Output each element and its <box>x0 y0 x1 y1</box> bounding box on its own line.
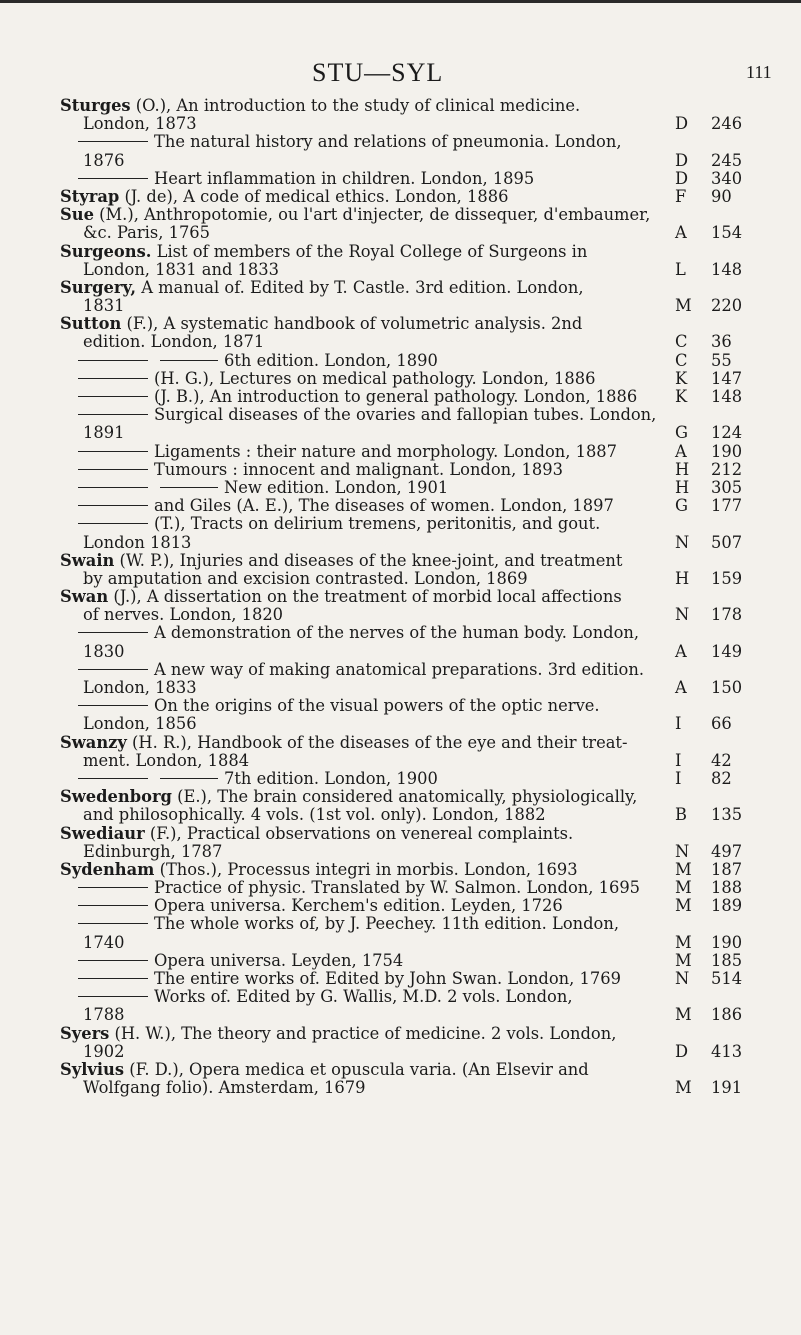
entry-line: Sue (M.), Anthropotomie, ou l'art d'injecter, de dissequer, d'embaumer, <box>60 205 651 225</box>
bibliography-entry <box>60 315 800 351</box>
shelf-class: K <box>675 368 688 388</box>
entry-headword: Sue <box>60 205 94 225</box>
entry-line: Swan (J.), A dissertation on the treatment of morbid local affections <box>60 587 622 607</box>
shelf-class: I <box>675 714 682 734</box>
ditto-rule <box>78 487 148 488</box>
shelf-class: F <box>675 186 687 206</box>
entry-line: A demonstration of the nerves of the human body. London, <box>60 624 639 642</box>
shelf-number: 185 <box>711 950 743 970</box>
shelf-number: 189 <box>711 896 743 916</box>
bibliography-entry <box>60 770 800 788</box>
shelf-class: M <box>675 950 692 970</box>
shelf-class: G <box>675 423 689 443</box>
entry-line: Heart inflammation in children. London, 1895 <box>60 170 534 188</box>
shelf-class: N <box>675 532 690 552</box>
bibliography-entry <box>60 1025 800 1061</box>
entry-line: Surgical diseases of the ovaries and fallopian tubes. London, <box>60 406 656 424</box>
shelf-number: 507 <box>711 532 743 552</box>
bibliography-entry <box>60 1061 800 1097</box>
shelf-class: A <box>675 678 687 697</box>
shelf-number: 187 <box>711 859 743 879</box>
entry-line: Sutton (F.), A systematic handbook of volumetric analysis. 2nd <box>60 314 583 334</box>
shelf-number: 177 <box>711 496 743 516</box>
bibliography-entry <box>60 497 800 515</box>
shelf-number: 246 <box>711 114 743 134</box>
ditto-rule <box>78 141 148 142</box>
entry-line: (J. B.), An introduction to general pathology. London, 1886 <box>60 388 637 406</box>
bibliography-entry <box>60 661 800 697</box>
page-number: 111 <box>746 62 772 82</box>
entry-line: Swanzy (H. R.), Handbook of the diseases of the eye and their treat- <box>60 732 628 752</box>
shelf-number: 413 <box>711 1041 743 1061</box>
entry-headword: Swedenborg <box>60 787 172 807</box>
entry-line: London, 1856 <box>83 714 197 734</box>
shelf-number: 147 <box>711 368 743 388</box>
entry-line: London, 1873 <box>83 114 197 134</box>
shelf-class: A <box>675 441 687 461</box>
entry-line: Opera universa. Kerchem's edition. Leyden, 1726 <box>60 897 563 915</box>
bibliography-entry <box>60 788 800 824</box>
shelf-class: G <box>675 496 689 516</box>
shelf-class: B <box>675 805 687 825</box>
entry-line: Swain (W. P.), Injuries and diseases of the knee-joint, and treatment <box>60 550 623 570</box>
ditto-rule <box>78 505 148 506</box>
bibliography-entry <box>60 588 800 624</box>
entry-line: of nerves. London, 1820 <box>83 605 284 625</box>
shelf-class: M <box>675 878 692 898</box>
ditto-rule <box>78 523 148 524</box>
entry-line: 1902 <box>83 1041 125 1061</box>
shelf-number: 42 <box>711 750 732 770</box>
shelf-class: H <box>675 568 690 588</box>
shelf-class: I <box>675 768 682 788</box>
shelf-class: N <box>675 969 690 988</box>
bibliography-entry <box>60 206 800 242</box>
shelf-number: 66 <box>711 714 732 734</box>
shelf-number: 148 <box>711 387 743 406</box>
shelf-class: M <box>675 1005 692 1025</box>
shelf-number: 245 <box>711 150 743 170</box>
bibliography-entry <box>60 897 800 915</box>
ditto-rule <box>160 360 218 361</box>
bibliography-entry <box>60 279 800 315</box>
bibliography-entry <box>60 915 800 951</box>
shelf-number: 149 <box>711 641 743 661</box>
bibliography-entry <box>60 443 800 461</box>
bibliography-entry <box>60 479 800 497</box>
ditto-rule <box>78 960 148 961</box>
bibliography-list <box>60 97 800 1097</box>
entry-line: ment. London, 1884 <box>83 750 250 770</box>
entry-line: London, 1833 <box>83 678 197 697</box>
shelf-number: 305 <box>711 477 743 497</box>
shelf-number: 124 <box>711 423 743 443</box>
shelf-class: L <box>675 259 686 279</box>
shelf-number: 178 <box>711 605 743 625</box>
entry-line: The whole works of, by J. Peechey. 11th edition. London, <box>60 915 619 933</box>
ditto-rule <box>78 669 148 670</box>
shelf-number: 135 <box>711 805 743 825</box>
entry-line: The natural history and relations of pneumonia. London, <box>60 133 622 151</box>
bibliography-entry <box>60 243 800 279</box>
shelf-class: H <box>675 477 690 497</box>
entry-line: 1740 <box>83 932 125 952</box>
bibliography-entry <box>60 515 800 551</box>
bibliography-entry <box>60 624 800 660</box>
entry-headword: Sutton <box>60 314 122 334</box>
entry-line: Edinburgh, 1787 <box>83 841 223 861</box>
entry-line: Practice of physic. Translated by W. Salmon. London, 1695 <box>60 879 640 897</box>
ditto-rule <box>78 378 148 379</box>
entry-line: On the origins of the visual powers of the optic nerve. <box>60 697 600 715</box>
entry-line: 1891 <box>83 423 125 443</box>
bibliography-entry <box>60 406 800 442</box>
entry-headword: Surgeons. <box>60 241 152 261</box>
ditto-rule <box>78 414 148 415</box>
entry-line: London 1813 <box>83 532 192 552</box>
entry-headword: Swediaur <box>60 823 145 843</box>
shelf-number: 90 <box>711 186 732 206</box>
shelf-number: 220 <box>711 296 743 316</box>
shelf-class: M <box>675 296 692 316</box>
entry-line: and philosophically. 4 vols. (1st vol. only). London, 1882 <box>83 805 546 825</box>
shelf-class: M <box>675 896 692 916</box>
entry-headword: Swain <box>60 550 115 570</box>
bibliography-entry <box>60 552 800 588</box>
bibliography-entry <box>60 188 800 206</box>
page-header <box>0 50 801 90</box>
entry-line: New edition. London, 1901 <box>60 479 448 497</box>
ditto-rule <box>78 360 148 361</box>
running-head: STU—SYL <box>312 58 444 87</box>
shelf-number: 340 <box>711 168 743 188</box>
shelf-class: C <box>675 332 688 352</box>
entry-line: 1876 <box>83 150 125 170</box>
bibliography-entry <box>60 861 800 879</box>
entry-headword: Swanzy <box>60 732 127 752</box>
shelf-number: 190 <box>711 441 743 461</box>
shelf-number: 36 <box>711 332 732 352</box>
shelf-number: 191 <box>711 1078 743 1098</box>
entry-line: Sylvius (F. D.), Opera medica et opuscula varia. (An Elsevir and <box>60 1059 589 1079</box>
entry-line: Swediaur (F.), Practical observations on venereal complaints. <box>60 823 574 843</box>
entry-line: Sturges (O.), An introduction to the study of clinical medicine. <box>60 96 581 115</box>
entry-headword: Swan <box>60 587 109 607</box>
page-top-edge <box>0 0 801 3</box>
entry-line: Wolfgang folio). Amsterdam, 1679 <box>83 1078 366 1098</box>
bibliography-entry <box>60 879 800 897</box>
shelf-number: 186 <box>711 1005 743 1025</box>
entry-headword: Surgery, <box>60 277 137 297</box>
entry-headword: Styrap <box>60 186 120 206</box>
shelf-number: 497 <box>711 841 743 861</box>
shelf-class: C <box>675 350 688 370</box>
bibliography-entry <box>60 370 800 388</box>
bibliography-entry <box>60 988 800 1024</box>
bibliography-entry <box>60 170 800 188</box>
shelf-number: 159 <box>711 568 743 588</box>
ditto-rule <box>78 178 148 179</box>
ditto-rule <box>78 705 148 706</box>
ditto-rule <box>78 887 148 888</box>
bibliography-entry <box>60 697 800 733</box>
bibliography-entry <box>60 352 800 370</box>
ditto-rule <box>78 923 148 924</box>
shelf-number: 150 <box>711 678 743 697</box>
bibliography-entry <box>60 952 800 970</box>
entry-line: The entire works of. Edited by John Swan. London, 1769 <box>60 970 621 988</box>
shelf-class: M <box>675 859 692 879</box>
bibliography-entry <box>60 461 800 479</box>
ditto-rule <box>78 632 148 633</box>
entry-line: Opera universa. Leyden, 1754 <box>60 952 403 970</box>
shelf-class: M <box>675 932 692 952</box>
shelf-number: 188 <box>711 878 743 898</box>
entry-headword: Sydenham <box>60 859 155 879</box>
entry-line: &c. Paris, 1765 <box>83 223 211 243</box>
entry-line: Sydenham (Thos.), Processus integri in morbis. London, 1693 <box>60 859 578 879</box>
entry-line: Works of. Edited by G. Wallis, M.D. 2 vols. London, <box>60 988 573 1006</box>
entry-headword: Sylvius <box>60 1059 125 1079</box>
entry-line: Styrap (J. de), A code of medical ethics. London, 1886 <box>60 186 509 206</box>
ditto-rule <box>160 778 218 779</box>
entry-line: Syers (H. W.), The theory and practice of medicine. 2 vols. London, <box>60 1023 617 1043</box>
entry-line: by amputation and excision contrasted. London, 1869 <box>83 568 528 588</box>
entry-line: Swedenborg (E.), The brain considered anatomically, physiologically, <box>60 787 638 807</box>
shelf-class: N <box>675 605 690 625</box>
entry-line: Surgery, A manual of. Edited by T. Castle. 3rd edition. London, <box>60 277 584 297</box>
shelf-class: K <box>675 387 688 406</box>
ditto-rule <box>78 996 148 997</box>
shelf-class: M <box>675 1078 692 1098</box>
bibliography-entry <box>60 133 800 169</box>
ditto-rule <box>78 905 148 906</box>
entry-line: Surgeons. List of members of the Royal College of Surgeons in <box>60 241 588 261</box>
shelf-class: H <box>675 459 690 479</box>
ditto-rule <box>78 469 148 470</box>
entry-line: London, 1831 and 1833 <box>83 259 279 279</box>
entry-line: (T.), Tracts on delirium tremens, peritonitis, and gout. <box>60 515 600 533</box>
shelf-class: D <box>675 150 689 170</box>
shelf-number: 148 <box>711 259 743 279</box>
entry-line: 1830 <box>83 641 125 661</box>
shelf-number: 190 <box>711 932 743 952</box>
shelf-class: N <box>675 841 690 861</box>
shelf-number: 55 <box>711 350 732 370</box>
entry-headword: Sturges <box>60 96 131 115</box>
shelf-class: I <box>675 750 682 770</box>
entry-line: 7th edition. London, 1900 <box>60 770 438 788</box>
entry-line: Tumours : innocent and malignant. London, 1893 <box>60 461 563 479</box>
entry-line: 1831 <box>83 296 125 316</box>
ditto-rule <box>78 978 148 979</box>
ditto-rule <box>78 451 148 452</box>
ditto-rule <box>78 778 148 779</box>
bibliography-entry <box>60 734 800 770</box>
entry-line: A new way of making anatomical preparations. 3rd edition. <box>60 661 644 679</box>
ditto-rule <box>78 396 148 397</box>
ditto-rule <box>160 487 218 488</box>
shelf-class: A <box>675 641 687 661</box>
entry-line: edition. London, 1871 <box>83 332 265 352</box>
entry-headword: Syers <box>60 1023 110 1043</box>
entry-line: and Giles (A. E.), The diseases of women. London, 1897 <box>60 497 614 515</box>
bibliography-entry <box>60 97 800 133</box>
bibliography-entry <box>60 388 800 406</box>
shelf-class: D <box>675 168 689 188</box>
shelf-number: 514 <box>711 969 743 988</box>
shelf-number: 154 <box>711 223 743 243</box>
shelf-class: D <box>675 114 689 134</box>
bibliography-entry <box>60 970 800 988</box>
shelf-class: A <box>675 223 687 243</box>
entry-line: Ligaments : their nature and morphology. London, 1887 <box>60 443 617 461</box>
entry-line: 1788 <box>83 1005 125 1025</box>
shelf-number: 82 <box>711 768 732 788</box>
shelf-number: 212 <box>711 459 743 479</box>
entry-line: (H. G.), Lectures on medical pathology. London, 1886 <box>60 370 596 388</box>
shelf-class: D <box>675 1041 689 1061</box>
entry-line: 6th edition. London, 1890 <box>60 352 438 370</box>
bibliography-entry <box>60 825 800 861</box>
